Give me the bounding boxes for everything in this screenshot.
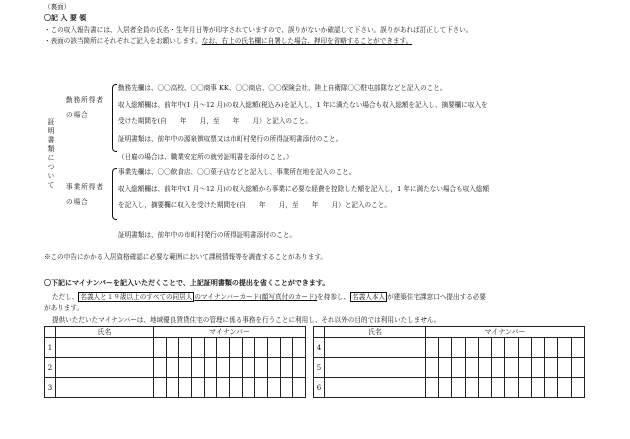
- table-row: [45, 358, 306, 378]
- digit-cell[interactable]: [242, 358, 255, 378]
- digit-cell[interactable]: [518, 338, 531, 358]
- digit-cell[interactable]: [478, 338, 491, 358]
- digit-cell[interactable]: [426, 378, 439, 398]
- employed-line-3: 証明書類は、前年中の源泉徴収票又は市町村発行の所得証明書添付のこと。: [118, 135, 343, 143]
- business-line-0: 事業先欄は、〇〇飲食店、〇〇菓子店などと記入し、事業所在地を記入のこと。: [118, 168, 356, 176]
- digit-cell[interactable]: [452, 338, 465, 358]
- digit-cell[interactable]: [204, 358, 217, 378]
- digit-cell[interactable]: [255, 338, 268, 358]
- digit-cell[interactable]: [154, 378, 167, 398]
- business-line-2: を記入し，摘要欄に収入を受けた期間を(自 年 月，至 年 月）と記入のこと。: [118, 201, 391, 209]
- digit-cell[interactable]: [166, 358, 179, 378]
- page-side-label: （裏面）: [44, 3, 71, 11]
- row-number: 5: [314, 358, 325, 378]
- digit-cell[interactable]: [217, 378, 230, 398]
- row-number: 6: [314, 378, 325, 398]
- digit-cell[interactable]: [191, 358, 204, 378]
- employed-brace: [112, 84, 117, 152]
- digit-cell[interactable]: [452, 358, 465, 378]
- digit-cell[interactable]: [166, 338, 179, 358]
- section-title-mynumber: 〇下記にマイナンバーを記入いただくことで、上記証明書類の提出を省くことができます。: [44, 279, 330, 287]
- digit-cell[interactable]: [478, 358, 491, 378]
- business-line-3: 証明書類は、前年中の市町村発行の所得証明書添付のこと。: [118, 231, 297, 239]
- table-row: [45, 338, 306, 358]
- digit-cell[interactable]: [229, 358, 242, 378]
- digit-cell[interactable]: [505, 338, 518, 358]
- employed-line-0: 勤務先欄は、〇〇高校、〇〇商事 KK、〇〇商店、〇〇保険会社、陸上自衛隊〇〇駐屯部隊などと記入のこと。: [118, 84, 447, 92]
- mynumber-table-left: [44, 326, 306, 398]
- digit-cell[interactable]: [518, 358, 531, 378]
- mynumber-usage-note: 提供いただいたマイナンバーは、地域優良賃貸住宅の管理に係る事務を行うことに利用し、それ以外の目的では利用いたしません。: [52, 316, 441, 324]
- req-submit: が建築住宅課窓口へ提出する必要: [387, 293, 486, 301]
- digit-cell[interactable]: [492, 358, 505, 378]
- name-cell[interactable]: [325, 378, 426, 398]
- row-number: 1: [45, 338, 56, 358]
- note-fill-in-text: ・表面の該当箇所にそれぞれご記入をお願いします。: [44, 37, 202, 45]
- digit-cell[interactable]: [465, 378, 478, 398]
- note-verify-info: ・この収入報告書には、入居者全員の氏名・生年月日等が印字されていますので、誤りがないか確認して下さい。誤りがあれば訂正して下さい。: [44, 26, 473, 34]
- req-holder-self: 名義人本人: [352, 293, 386, 301]
- name-cell[interactable]: [56, 378, 154, 398]
- req-part-a: ただし、: [52, 293, 79, 301]
- digit-cell[interactable]: [179, 378, 192, 398]
- cert-docs-vertical-label: 証明書類について: [47, 118, 55, 190]
- req-photo-card: (顔写真付のカード): [259, 293, 318, 301]
- digit-cell[interactable]: [229, 338, 242, 358]
- digit-cell[interactable]: [293, 338, 306, 358]
- digit-cell[interactable]: [439, 378, 452, 398]
- digit-cell[interactable]: [558, 378, 571, 398]
- table-row: [314, 338, 585, 358]
- col-header-name: 氏名: [325, 327, 426, 338]
- digit-cell[interactable]: [242, 338, 255, 358]
- digit-cell[interactable]: [229, 378, 242, 398]
- col-header-name: 氏名: [56, 327, 154, 338]
- digit-cell[interactable]: [280, 378, 293, 398]
- employed-category-label: 勤務所得者の場合: [66, 96, 104, 119]
- req-bring: を持参し、: [317, 293, 351, 301]
- survey-note: ※この申告にかかる入居資格確認に必要な範囲において課税情報等を調査することがあります。: [44, 253, 328, 261]
- digit-cell[interactable]: [217, 358, 230, 378]
- employed-line-4: （日雇の場合は、職業安定所の就労証明書を添付のこと。）: [118, 153, 293, 161]
- req-holder-and-cohabitants: 名義人と１９歳以上のすべての同居人: [80, 293, 193, 301]
- digit-cell[interactable]: [204, 338, 217, 358]
- business-line-1: 収入総額欄は、前年中(1 月～12 月)の収入総額から事業に必要な経費を控除した額を記入し，1 年に満たない場合も収入総額: [118, 185, 490, 193]
- note-signature-underlined: なお、右上の氏名欄に自署した場合、押印を省略することができます。: [201, 37, 413, 45]
- digit-cell[interactable]: [558, 338, 571, 358]
- col-header-mynumber: マイナンバー: [154, 327, 306, 338]
- digit-cell[interactable]: [558, 358, 571, 378]
- digit-cell[interactable]: [191, 378, 204, 398]
- digit-cell[interactable]: [280, 358, 293, 378]
- digit-cell[interactable]: [204, 378, 217, 398]
- digit-cell[interactable]: [465, 358, 478, 378]
- digit-cell[interactable]: [191, 338, 204, 358]
- col-header-mynumber: マイナンバー: [426, 327, 585, 338]
- name-cell[interactable]: [325, 338, 426, 358]
- digit-cell[interactable]: [154, 358, 167, 378]
- note-fill-in: [44, 37, 412, 45]
- section-title-instructions: 〇記 入 要 領: [44, 14, 87, 22]
- digit-cell[interactable]: [505, 378, 518, 398]
- table-corner: [314, 327, 325, 338]
- digit-cell[interactable]: [439, 338, 452, 358]
- digit-cell[interactable]: [545, 358, 558, 378]
- business-brace: [112, 168, 117, 220]
- mynumber-table-right: [313, 326, 585, 398]
- digit-cell[interactable]: [571, 378, 584, 398]
- digit-cell[interactable]: [571, 358, 584, 378]
- digit-cell[interactable]: [166, 378, 179, 398]
- digit-cell[interactable]: [478, 378, 491, 398]
- digit-cell[interactable]: [465, 338, 478, 358]
- mynumber-requirement-line-2: があります。: [44, 304, 84, 312]
- req-card: のマイナンバーカード: [194, 293, 260, 301]
- digit-cell[interactable]: [518, 378, 531, 398]
- digit-cell[interactable]: [242, 378, 255, 398]
- digit-cell[interactable]: [531, 378, 544, 398]
- digit-cell[interactable]: [452, 378, 465, 398]
- employed-line-2: 受けた期間を(自 年 月，至 年 月）と記入のこと。: [118, 117, 312, 125]
- digit-cell[interactable]: [267, 358, 280, 378]
- digit-cell[interactable]: [545, 378, 558, 398]
- digit-cell[interactable]: [255, 358, 268, 378]
- mynumber-requirement-line: [52, 293, 486, 301]
- table-row: [314, 378, 585, 398]
- digit-cell[interactable]: [531, 358, 544, 378]
- name-cell[interactable]: [325, 358, 426, 378]
- business-category-label: 事業所得者の場合: [66, 183, 104, 206]
- digit-cell[interactable]: [154, 338, 167, 358]
- digit-cell[interactable]: [217, 338, 230, 358]
- digit-cell[interactable]: [545, 338, 558, 358]
- digit-cell[interactable]: [426, 358, 439, 378]
- digit-cell[interactable]: [267, 338, 280, 358]
- row-number: 3: [45, 378, 56, 398]
- table-row: [314, 358, 585, 378]
- digit-cell[interactable]: [571, 338, 584, 358]
- digit-cell[interactable]: [492, 338, 505, 358]
- digit-cell[interactable]: [492, 378, 505, 398]
- digit-cell[interactable]: [293, 378, 306, 398]
- digit-cell[interactable]: [179, 358, 192, 378]
- employed-line-1: 収入総額欄は、前年中(1 月～12 月)の収入総額(税込み)を記入し，1 年に満たない場合も収入総額を記入し、摘要欄に収入を: [118, 101, 488, 109]
- table-row: [45, 378, 306, 398]
- digit-cell[interactable]: [267, 378, 280, 398]
- name-cell[interactable]: [56, 338, 154, 358]
- digit-cell[interactable]: [255, 378, 268, 398]
- table-corner: [45, 327, 56, 338]
- digit-cell[interactable]: [293, 358, 306, 378]
- name-cell[interactable]: [56, 358, 154, 378]
- digit-cell[interactable]: [439, 358, 452, 378]
- digit-cell[interactable]: [531, 338, 544, 358]
- digit-cell[interactable]: [280, 338, 293, 358]
- digit-cell[interactable]: [505, 358, 518, 378]
- digit-cell[interactable]: [426, 338, 439, 358]
- digit-cell[interactable]: [179, 338, 192, 358]
- row-number: 2: [45, 358, 56, 378]
- row-number: 4: [314, 338, 325, 358]
